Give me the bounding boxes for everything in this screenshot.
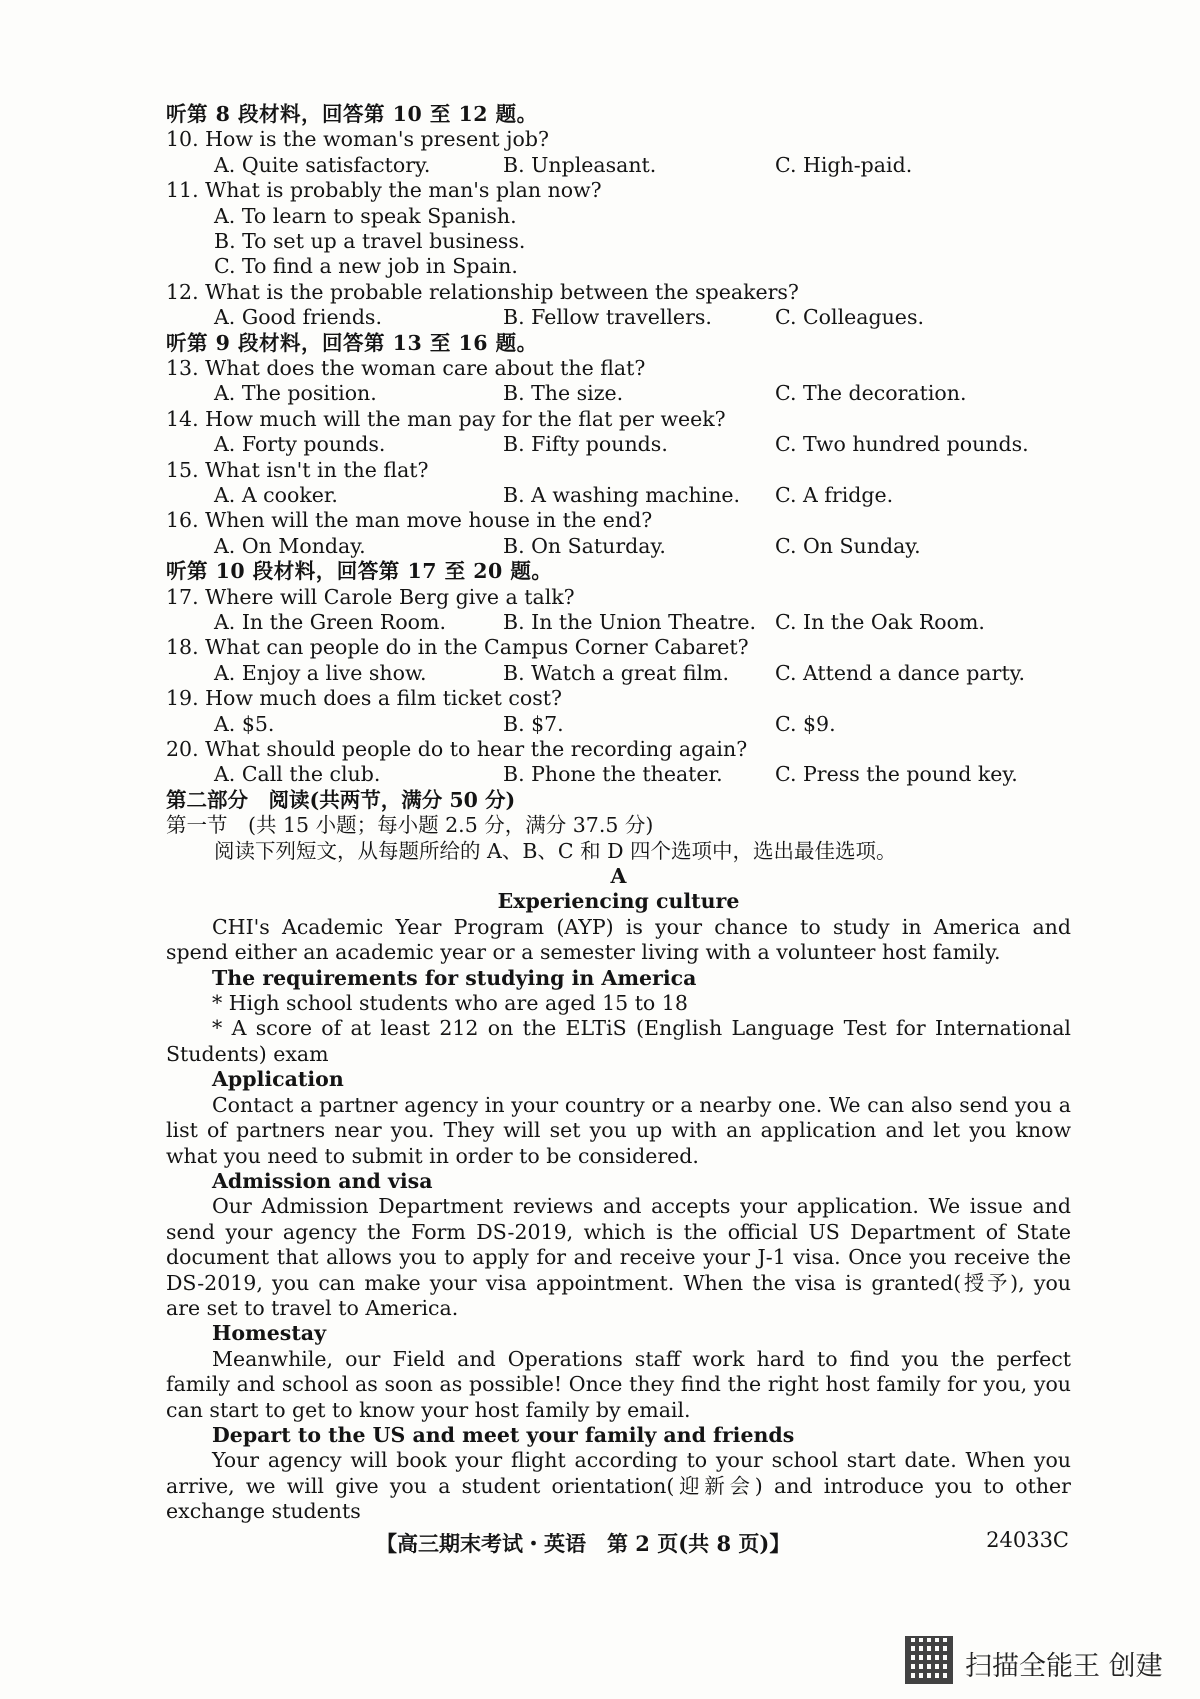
option-a: A. Good friends.	[214, 305, 382, 330]
listening-section-8-heading: 听第 8 段材料，回答第 10 至 12 题。	[166, 102, 538, 126]
listening-section-10-heading: 听第 10 段材料，回答第 17 至 20 题。	[166, 559, 553, 584]
question-14: 14. How much will the man pay for the flat per week?	[166, 406, 726, 431]
option-b: B. Watch a great film.	[503, 660, 730, 685]
option-a: A. Quite satisfactory.	[214, 152, 431, 177]
question-17-options	[166, 610, 1071, 635]
page-footer	[166, 1528, 1071, 1558]
question-18: 18. What can people do in the Campus Corner Cabaret?	[166, 635, 749, 660]
reading-instruction: 阅读下列短文，从每题所给的 A、B、C 和 D 四个选项中，选出最佳选项。	[214, 838, 897, 863]
page-content	[166, 102, 1071, 1525]
option-c: C. The decoration.	[775, 381, 967, 406]
requirement-item: * A score of at least 212 on the ELTiS (English Language Test for International Students) exam	[166, 1016, 1071, 1066]
option-c: C. To find a new job in Spain.	[214, 254, 518, 279]
listening-section-9-heading: 听第 9 段材料，回答第 13 至 16 题。	[166, 330, 538, 355]
option-c: C. $9.	[775, 711, 836, 736]
option-c: C. A fridge.	[775, 483, 894, 508]
option-c: C. Press the pound key.	[775, 762, 1018, 787]
option-b: B. The size.	[503, 381, 624, 406]
option-a: A. $5.	[214, 711, 275, 736]
option-a: A. To learn to speak Spanish.	[214, 203, 517, 228]
question-20-options	[166, 762, 1071, 787]
question-15: 15. What isn't in the flat?	[166, 457, 429, 482]
option-a: A. Call the club.	[214, 762, 381, 787]
option-a: A. A cooker.	[214, 483, 338, 508]
question-13-options	[166, 381, 1071, 406]
question-12: 12. What is the probable relationship between the speakers?	[166, 279, 799, 304]
option-a: A. Forty pounds.	[214, 432, 386, 457]
option-b: B. Unpleasant.	[503, 152, 657, 177]
question-14-options	[166, 432, 1071, 457]
option-c: C. High-paid.	[775, 152, 913, 177]
question-20: 20. What should people do to hear the recording again?	[166, 737, 748, 762]
option-c: C. On Sunday.	[775, 533, 921, 558]
option-b: B. Fellow travellers.	[503, 305, 712, 330]
passage-letter: A	[610, 864, 627, 889]
option-b: B. A washing machine.	[503, 483, 741, 508]
option-b: B. Fifty pounds.	[503, 432, 668, 457]
passage-intro: CHI's Academic Year Program (AYP) is your chance to study in America and spend either an academic year or a semester living with a volunteer host family.	[166, 914, 1071, 965]
option-c: C. Two hundred pounds.	[775, 432, 1029, 457]
option-a: A. In the Green Room.	[214, 610, 446, 635]
option-b: B. $7.	[503, 711, 564, 736]
footer-page-info: 【高三期末考试・英语 第 2 页(共 8 页)】	[376, 1531, 791, 1556]
question-17: 17. Where will Carole Berg give a talk?	[166, 584, 575, 609]
question-16-options	[166, 534, 1071, 559]
question-13: 13. What does the woman care about the flat?	[166, 356, 646, 381]
admission-text: Our Admission Department reviews and accepts your application. We issue and send your agency the Form DS-2019, which is the official US Department of State document that allows you to apply for and receive your J-1 visa. Once you receive the DS-2019, you can make your visa appointment. When the visa is granted(授予), you are set to travel to America.	[166, 1194, 1071, 1320]
option-a: A. The position.	[214, 381, 377, 406]
watermark-text: 扫描全能王 创建	[965, 1651, 1163, 1682]
question-11: 11. What is probably the man's plan now?	[166, 178, 602, 203]
option-b: B. Phone the theater.	[503, 762, 723, 787]
footer-exam-code: 24033C	[986, 1528, 1069, 1552]
option-b: B. To set up a travel business.	[214, 229, 526, 254]
admission-heading: Admission and visa	[212, 1168, 433, 1193]
question-19-options	[166, 712, 1071, 737]
option-b: B. In the Union Theatre.	[503, 610, 757, 635]
option-c: C. Attend a dance party.	[775, 660, 1026, 685]
reading-part-heading: 第二部分 阅读(共两节，满分 50 分)	[166, 787, 516, 812]
question-10: 10. How is the woman's present job?	[166, 127, 549, 152]
question-12-options	[166, 305, 1071, 330]
homestay-text: Meanwhile, our Field and Operations staff work hard to find you the perfect family and school as soon as possible! Once they find the right host family for you, you can start to get to know your host family by email.	[166, 1346, 1071, 1422]
question-16: 16. When will the man move house in the end?	[166, 508, 653, 533]
requirement-item: * High school students who are aged 15 to 18	[212, 991, 688, 1016]
option-a: A. Enjoy a live show.	[214, 660, 427, 685]
homestay-heading: Homestay	[212, 1321, 326, 1346]
reading-section-heading: 第一节 (共 15 小题；每小题 2.5 分，满分 37.5 分)	[166, 813, 654, 838]
passage-title: Experiencing culture	[497, 889, 740, 914]
qr-code-icon	[905, 1636, 953, 1684]
question-18-options	[166, 661, 1071, 686]
depart-heading: Depart to the US and meet your family and friends	[212, 1422, 795, 1447]
requirements-heading: The requirements for studying in America	[212, 965, 697, 990]
question-10-options	[166, 153, 1071, 178]
option-a: A. On Monday.	[214, 533, 366, 558]
option-c: C. Colleagues.	[775, 305, 924, 330]
option-c: C. In the Oak Room.	[775, 610, 985, 635]
application-heading: Application	[212, 1067, 344, 1092]
scanner-watermark	[905, 1636, 1195, 1684]
application-text: Contact a partner agency in your country or a nearby one. We can also send you a list of partners near you. They will set you up with an application and let you know what you need to submit in order to be considered.	[166, 1092, 1071, 1168]
question-19: 19. How much does a film ticket cost?	[166, 686, 562, 711]
option-b: B. On Saturday.	[503, 533, 666, 558]
question-15-options	[166, 483, 1071, 508]
depart-text: Your agency will book your flight according to your school start date. When you arrive, we will give you a student orientation(迎新会) and introduce you to other exchange students	[166, 1448, 1071, 1524]
